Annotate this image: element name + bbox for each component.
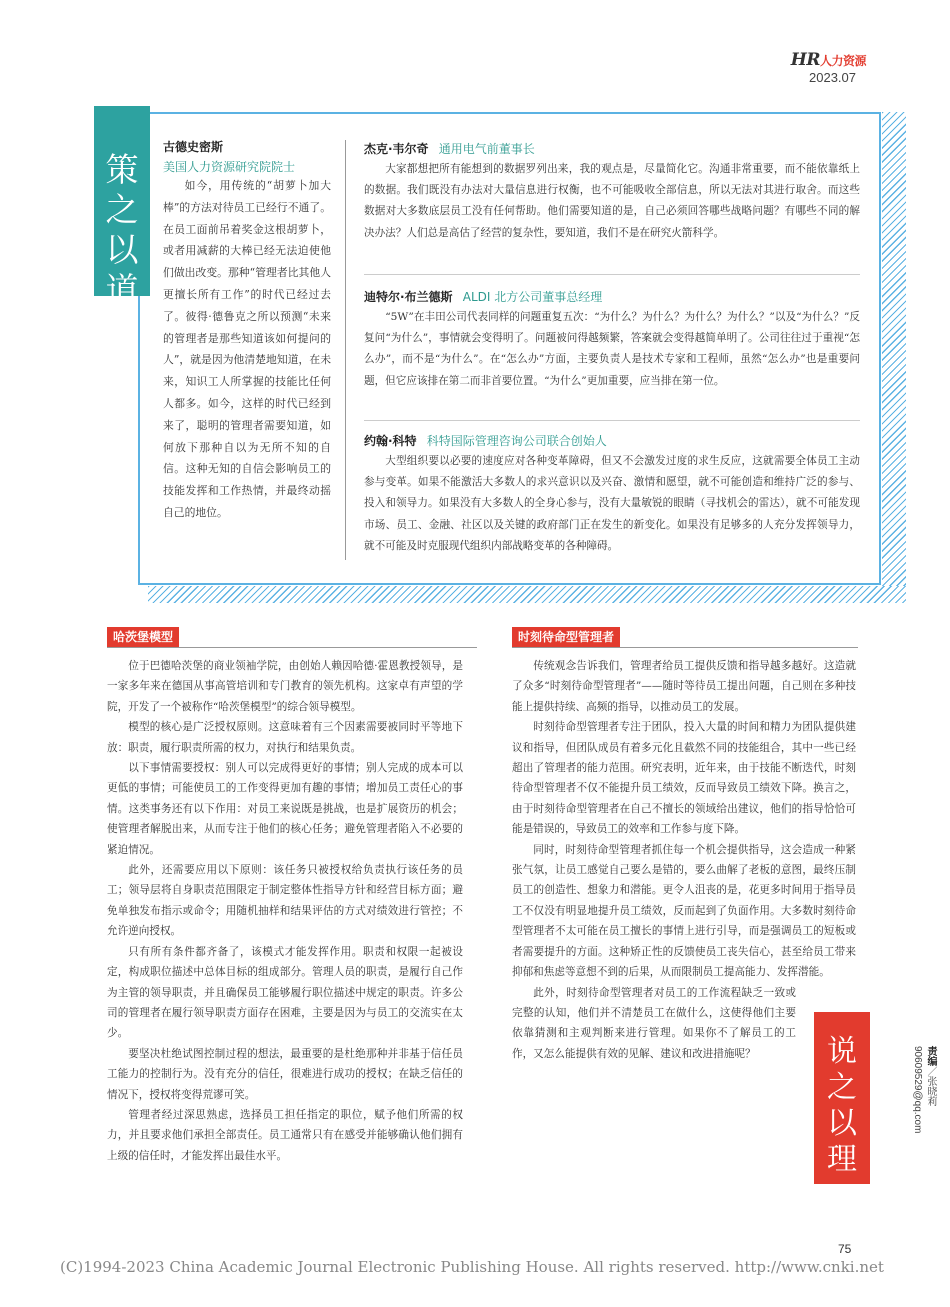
issue-date: 2023.07 (809, 70, 856, 85)
column-divider (345, 140, 346, 560)
paragraph: 模型的核心是广泛授权原则。这意味着有三个因素需要被同时平等地下放：职责，履行职责所需的权力，对执行和结果负责。 (107, 721, 463, 754)
paragraph: 只有所有条件都齐备了，该模式才能发挥作用。职责和权限一起被设定，构成职位描述中总体目标的组成部分。管理人员的职责，是履行自己作为主管的领导职责，并且确保员工能够履行职位描述中规定的职责。许多公司的管理者在履行领导职责方面存在困难，主要是因为与员工的交流实在太少。 (107, 945, 463, 1040)
editor-credit (912, 1046, 938, 1196)
quote-author-title: 科特国际管理咨询公司联合创始人 (426, 434, 607, 448)
section-heading-rule (512, 647, 858, 648)
separator (364, 420, 860, 421)
quote-author: 古德史密斯 (163, 140, 224, 154)
paragraph: 管理者经过深思熟虑，选择员工担任指定的职位，赋予他们所需的权力，并且要求他们承担全部责任。员工通常只有在感受并能够确认他们拥有上级的信任时，才能发挥出最佳水平。 (107, 1108, 463, 1162)
separator (364, 274, 860, 275)
quote-author-title: ALDI 北方公司董事总经理 (462, 290, 603, 304)
copyright-footer: (C)1994-2023 China Academic Journal Electronic Publishing House. All rights reserved. http://www.cnki.net (60, 1258, 884, 1276)
page-number: 75 (838, 1242, 852, 1256)
quote-author: 约翰·科特 (364, 434, 417, 448)
left-quote (163, 138, 331, 524)
quote-text: “5W”在丰田公司代表同样的问题重复五次：“为什么？为什么？为什么？为什么？”以及“为什么？”反复问“为什么”，事情就会变得明了。问题被问得越频繁，答案就会变得越简单明了。公司往往过于重视“怎么办”，而不是“为什么”。在“怎么办”方面，主要负责人是技术专家和工程师，虽然“怎么办”也是重要问题，但它应该排在第二而非首要位置。“为什么”更加重要，应当排在第一位。 (364, 311, 860, 387)
editor-contact: ／张晓莉 90609529@qq.com (912, 1046, 936, 1134)
section-heading-hartzburg: 哈茨堡模型 (107, 627, 179, 647)
quote-block-3 (364, 430, 860, 557)
quote-text: 大家都想把所有能想到的数据罗列出来，我的观点是，尽量简化它。沟通非常重要，而不能依靠纸上的数据。我们既没有办法对大量信息进行权衡，也不可能吸收全部信息，所以无法对其进行取舍。而这些数据对大多数底层员工没有任何帮助。他们需要知道的是，自己必须回答哪些战略问题？有哪些不同的解决办法？人们总是高估了经营的复杂性，要知道，我们不是在研究火箭科学。 (364, 163, 860, 239)
section-tag-bottom: 说之以理 (814, 1012, 870, 1184)
article-hartzburg (107, 656, 463, 1166)
section-heading-on-call-manager: 时刻待命型管理者 (512, 627, 620, 647)
paragraph: 要坚决杜绝试图控制过程的想法，最重要的是杜绝那种并非基于信任员工能力的控制行为。没有充分的信任，很难进行成功的授权；在缺乏信任的情况下，授权将变得荒谬可笑。 (107, 1047, 463, 1101)
quote-block-1 (364, 138, 860, 244)
quote-author-title: 美国人力资源研究院院士 (163, 160, 296, 174)
paragraph: 同时，时刻待命型管理者抓住每一个机会提供指导，这会造成一种紧张气氛，让员工感觉自己要么是错的，要么曲解了老板的意图，最终压制员工的创造性、想象力和潜能。更令人沮丧的是，花更多时间用于指导员工不仅没有明显地提升员工绩效，反而起到了负面作用。大多数时刻待命型管理者不太可能在员工擅长的事情上进行引导，而是强调员工的短板或者需要提升的方面。这种矫正性的反馈使员工丧失信心，甚至给员工带来抑郁和焦虑等意想不到的后果，从而限制员工提高能力、发挥潜能。 (512, 843, 856, 979)
hatch-decoration-right (882, 112, 906, 602)
paragraph: 位于巴德哈茨堡的商业领袖学院，由创始人赖因哈德·霍恩教授领导，是一家多年来在德国从事高管培训和专门教育的领先机构。这家卓有声望的学院，开发了一个被称作“哈茨堡模型”的综合领导模型。 (107, 660, 463, 713)
hatch-decoration-bottom (148, 586, 906, 603)
quote-author: 杰克·韦尔奇 (364, 142, 429, 156)
paragraph: 传统观念告诉我们，管理者给员工提供反馈和指导越多越好。这造就了众多“时刻待命型管理者”——随时等待员工提出问题，自己则在多种技能上提供持续、高频的指导，以推动员工的发展。 (512, 660, 856, 713)
quote-author: 迪特尔·布兰德斯 (364, 290, 453, 304)
paragraph: 此外，还需要应用以下原则：该任务只被授权给负责执行该任务的员工；领导层将自身职责范围限定于制定整体性指导方针和经营目标方面；避免单独发布指示或命令；用随机抽样和结果评估的方式对绩效进行管控；不允许逆向授权。 (107, 864, 463, 938)
paragraph: 时刻待命型管理者专注于团队，投入大量的时间和精力为团队提供建议和指导，但团队成员有着多元化且截然不同的技能组合，其中一些已经超出了管理者的能力范围。研究表明，近年来，由于技能不断迭代，时刻待命型管理者不仅不能提升员工绩效，反而导致员工绩效下降。换言之，由于时刻待命型管理者在自己不擅长的领域给出建议，他们的指导恰恰可能是错误的，导致员工的效率和工作参与度下降。 (512, 721, 856, 836)
quote-text: 大型组织要以必要的速度应对各种变革障碍，但又不会激发过度的求生反应，这就需要全体员工主动参与变革。如果不能激活大多数人的求兴意识以及兴奋、激情和愿望，就不可能创造和维持广泛的参与、投入和领导力。如果没有大多数人的全身心参与，没有大量敏锐的眼睛（寻找机会的雷达），就不可能发现市场、员工、金融、社区以及关键的政府部门正在发生的新变化。如果没有足够多的人充分发挥领导力，就不可能及时克服现代组织内部战略变革的各种障碍。 (364, 455, 860, 552)
editor-label: 责编 (925, 1046, 936, 1066)
magazine-logo: HR人力资源 (790, 50, 866, 70)
section-heading-rule (107, 647, 477, 648)
section-tag-top: 策之以道 (94, 106, 150, 296)
quote-author-title: 通用电气前董事长 (438, 142, 535, 156)
quote-text: 如今，用传统的“胡萝卜加大棒”的方法对待员工已经行不通了。在员工面前吊着奖金这根胡萝卜，或者用减薪的大棒已经无法迫使他们做出改变。那种“管理者比其他人更擅长所有工作”的时代已经过去了。彼得·德鲁克之所以预测“未来的管理者是那些知道该如何提问的人”，就是因为他清楚地知道，在未来，知识工人所掌握的技能比任何人都多。如今，这样的时代已经到来了，聪明的管理者需要知道，如何放下那种自以为无所不知的自信。这种无知的自信会影响员工的技能发挥和工作热情，并最终动摇自己的地位。 (163, 179, 331, 519)
quote-block-2 (364, 286, 860, 392)
paragraph: 此外，时刻待命型管理者对员工的工作流程缺乏一致或完整的认知，他们并不清楚员工在做什么，这使得他们主要依靠猜测和主观判断来进行管理。如果你不了解员工的工作，又怎么能提供有效的见解、建议和改进措施呢？ (512, 986, 796, 1060)
article-on-call-manager (512, 656, 856, 1064)
paragraph: 以下事情需要授权：别人可以完成得更好的事情；别人完成的成本可以更低的事情；可能使员工的工作变得更加有趣的事情；增加员工责任心的事情。这类事务还有以下作用：对员工来说既是挑战，也是扩展资历的机会；使管理者解脱出来，从而专注于他们的核心任务；避免管理者陷入不必要的紧迫情况。 (107, 762, 463, 856)
